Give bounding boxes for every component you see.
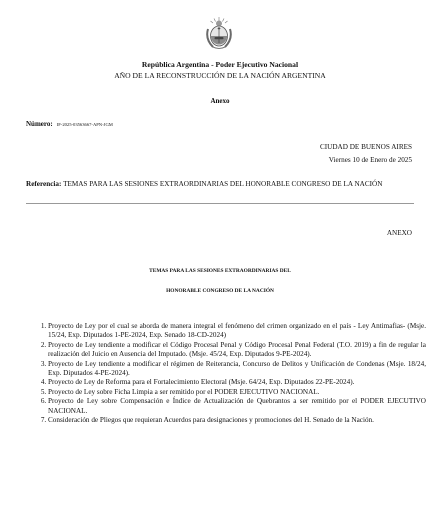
header-line1: República Argentina - Poder Ejecutivo Nacional: [141, 60, 299, 69]
header-line2: AÑO DE LA RECONSTRUCCIÓN DE LA NACIÓN ARGENTINA: [114, 71, 326, 80]
anexo-label: ANEXO: [386, 229, 412, 237]
list-item: 4. Proyecto de Ley de Reforma para el Fortalecimiento Electoral (Msje. 64/24, Exp. Diputados 22-PE-2024).: [48, 378, 426, 387]
city: CIUDAD DE BUENOS AIRES: [319, 143, 412, 151]
document-number: [26, 120, 113, 128]
list-item: 6. Proyecto de Ley sobre Compensación e Índice de Actualización de Quebrantos a ser remitido por el PODER EJECUTIVO NACIONAL.: [48, 397, 426, 416]
document-number-value: IF-2025-03563667-APN-JGM: [56, 122, 113, 127]
list-item: 3. Proyecto de Ley tendiente a modificar el régimen de Reiterancia, Concurso de Delitos y Unificación de Condenas (Msje. 18/24, Exp. Diputados 4-PE-2024).: [48, 360, 426, 379]
divider: [26, 203, 414, 204]
reference-text: TEMAS PARA LAS SESIONES EXTRAORDINARIAS DEL HONORABLE CONGRESO DE LA NACIÓN: [63, 180, 383, 188]
list-item: 5. Proyecto de Ley sobre Ficha Limpia a ser remitido por el PODER EJECUTIVO NACIONAL.: [48, 388, 426, 397]
section-title-line2: HONORABLE CONGRESO DE LA NACIÓN: [166, 288, 274, 294]
list-item: 1. Proyecto de Ley por el cual se aborda de manera integral el fenómeno del crimen organizado en el país - Ley Antimafias- (Msje. 15/24, Exp. Diputados 1-PE-2024, Exp. Senado 18-CD-2024): [48, 322, 426, 341]
section-title-line1: TEMAS PARA LAS SESIONES EXTRAORDINARIAS DEL: [149, 268, 291, 274]
reference-label: Referencia:: [26, 180, 62, 188]
list-item: 2. Proyecto de Ley tendiente a modificar el Código Procesal Penal y Código Procesal Penal Federal (T.O. 2019) a fin de regular la realización del Juicio en Ausencia del Imputado. (Msje. 45/24, Exp. Diputados 9-PE-2024).: [48, 341, 426, 360]
reference: [26, 180, 414, 189]
list-item: 7. Consideración de Pliegos que requieran Acuerdos para designaciones y promociones del H. Senado de la Nación.: [48, 416, 426, 425]
date: Viernes 10 de Enero de 2025: [328, 156, 412, 164]
argentine-coat-of-arms-icon: [204, 16, 234, 50]
topics-list: [36, 322, 426, 425]
document-number-label: Número:: [26, 120, 53, 128]
document-title: Anexo: [210, 97, 230, 105]
